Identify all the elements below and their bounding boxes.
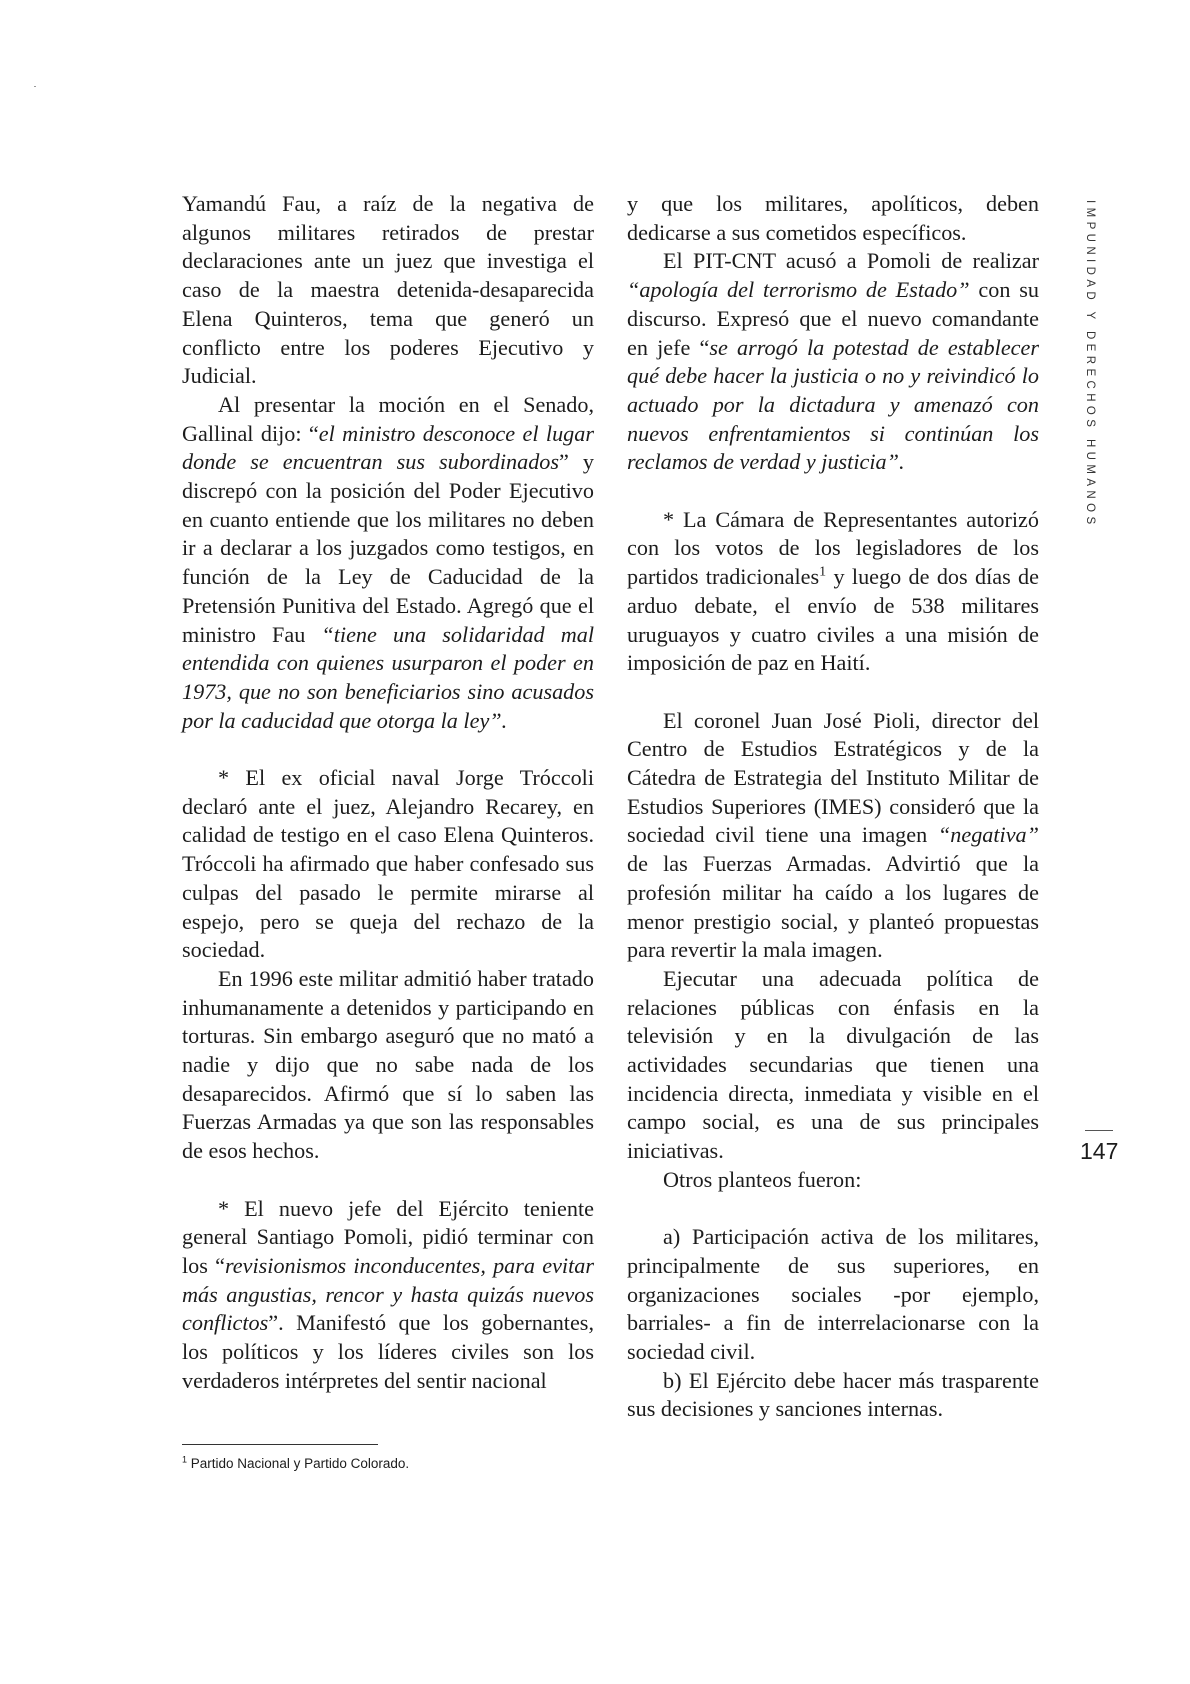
text-run: * El nuevo jefe del Ejército teniente general Santiago Pomoli, pidió terminar con los “ (182, 1195, 594, 1278)
footnote-reference[interactable]: 1 (819, 564, 827, 580)
text-run: El PIT-CNT acusó a Pomoli de realizar (663, 248, 1039, 274)
text-run: ”. Manifestó que los gobernantes, los políticos y los líderes civiles son los verdaderos intérpretes del sentir nacional (182, 1310, 594, 1393)
quote-italic: se arrogó la potestad de establecer qué debe hacer la justicia o no y reivindicó lo actuado por la dictadura y amenazó con nuevos enfrentamientos si continúan los reclamos de verdad y justicia”. (627, 334, 1039, 475)
paragraph: Otros planteos fueron: (663, 1166, 862, 1192)
page-number: 147 (1080, 1138, 1119, 1164)
right-column (627, 190, 1039, 1424)
text-run: con su discurso. Expresó que el nuevo comandante en jefe “ (627, 277, 1039, 360)
paragraph (182, 1195, 594, 1396)
paragraph (627, 506, 1039, 678)
text-run: de las Fuerzas Armadas. Advirtió que la profesión militar ha caído a los lugares de menor prestigio social, y planteó propuestas para revertir la mala imagen. (627, 851, 1039, 963)
paragraph: b) El Ejército debe hacer más trasparente sus decisiones y sanciones internas. (627, 1367, 1039, 1422)
paragraph (182, 391, 594, 735)
paragraph: Yamandú Fau, a raíz de la negativa de algunos militares retirados de prestar declaraciones ante un juez que investiga el caso de la maestra detenida-desaparecida Elena Quinteros, tema que generó un conflicto entre los poderes Ejecutivo y Judicial. (182, 191, 594, 389)
quote-italic: “apología del terrorismo de Estado” (627, 277, 970, 303)
text-run: Al presentar la moción en el Senado, Gallinal dijo: “ (182, 391, 594, 446)
paragraph: a) Participación activa de los militares, principalmente de sus superiores, en organizaciones sociales -por ejemplo, barriales- a fin de interrelacionarse con la sociedad civil. (627, 1224, 1039, 1365)
footnote-marker: 1 (182, 1454, 188, 1465)
quote-italic: “negativa” (937, 822, 1039, 848)
quote-italic: “tiene una solidaridad mal entendida con quienes usurparon el poder en 1973, que no son beneficiarios sino acusados por la caducidad que otorga la ley”. (182, 621, 594, 733)
text-run: y luego de dos días de arduo debate, el envío de 538 militares uruguayos y cuatro civiles a una misión de imposición de paz en Haití. (627, 564, 1039, 676)
paragraph: En 1996 este militar admitió haber tratado inhumanamente a detenidos y participando en torturas. Sin embargo aseguró que no mató a nadie y dijo que no sabe nada de los desaparecidos. Afirmó que sí lo saben las Fuerzas Armadas ya que son las responsables de esos hechos. (182, 965, 594, 1164)
footnote-divider (182, 1444, 378, 1445)
paragraph: y que los militares, apolíticos, deben dedicarse a sus cometidos específicos. (627, 191, 1039, 245)
paragraph: * El ex oficial naval Jorge Tróccoli declaró ante el juez, Alejandro Recarey, en calidad de testigo en el caso Elena Quinteros. Tróccoli ha afirmado que haber confesado sus culpas del pasado le permite mirarse al espejo, pero se queja del rechazo de la sociedad. (182, 765, 594, 963)
paragraph (627, 247, 1039, 477)
running-head: IMPUNIDAD Y DERECHOS HUMANOS (1084, 200, 1096, 529)
text-run: * La Cámara de Representantes autorizó con los votos de los legisladores de los partidos tradicionales (627, 506, 1039, 590)
page-number-rule (1085, 1130, 1113, 1131)
footnote (182, 1456, 409, 1471)
quote-italic: el ministro desconoce el lugar donde se encuentran sus subordinados (182, 420, 594, 475)
quote-italic: revisionismos inconducentes, para evitar más angustias, rencor y hasta quizás nuevos conflictos (182, 1252, 594, 1336)
text-run: ” y discrepó con la posición del Poder Ejecutivo en cuanto entiende que los militares no deben ir a declarar a los juzgados como testigos, en función de la Ley de Caducidad de la Pretensión Punitiva del Estado. Agregó que el ministro Fau (182, 449, 594, 647)
left-column (182, 190, 594, 1396)
footnote-text: Partido Nacional y Partido Colorado. (187, 1456, 410, 1471)
paragraph (627, 707, 1039, 965)
paragraph: Ejecutar una adecuada política de relaciones públicas con énfasis en la televisión y en la divulgación de las actividades secundarias que tienen una incidencia directa, inmediata y visible en el campo social, es una de sus principales iniciativas. (627, 965, 1039, 1164)
text-run: El coronel Juan José Pioli, director del Centro de Estudios Estratégicos y de la Cátedra de Estrategia del Instituto Militar de Estudios Superiores (IMES) consideró que la sociedad civil tiene una imagen (627, 707, 1039, 848)
corner-mark (34, 86, 36, 87)
